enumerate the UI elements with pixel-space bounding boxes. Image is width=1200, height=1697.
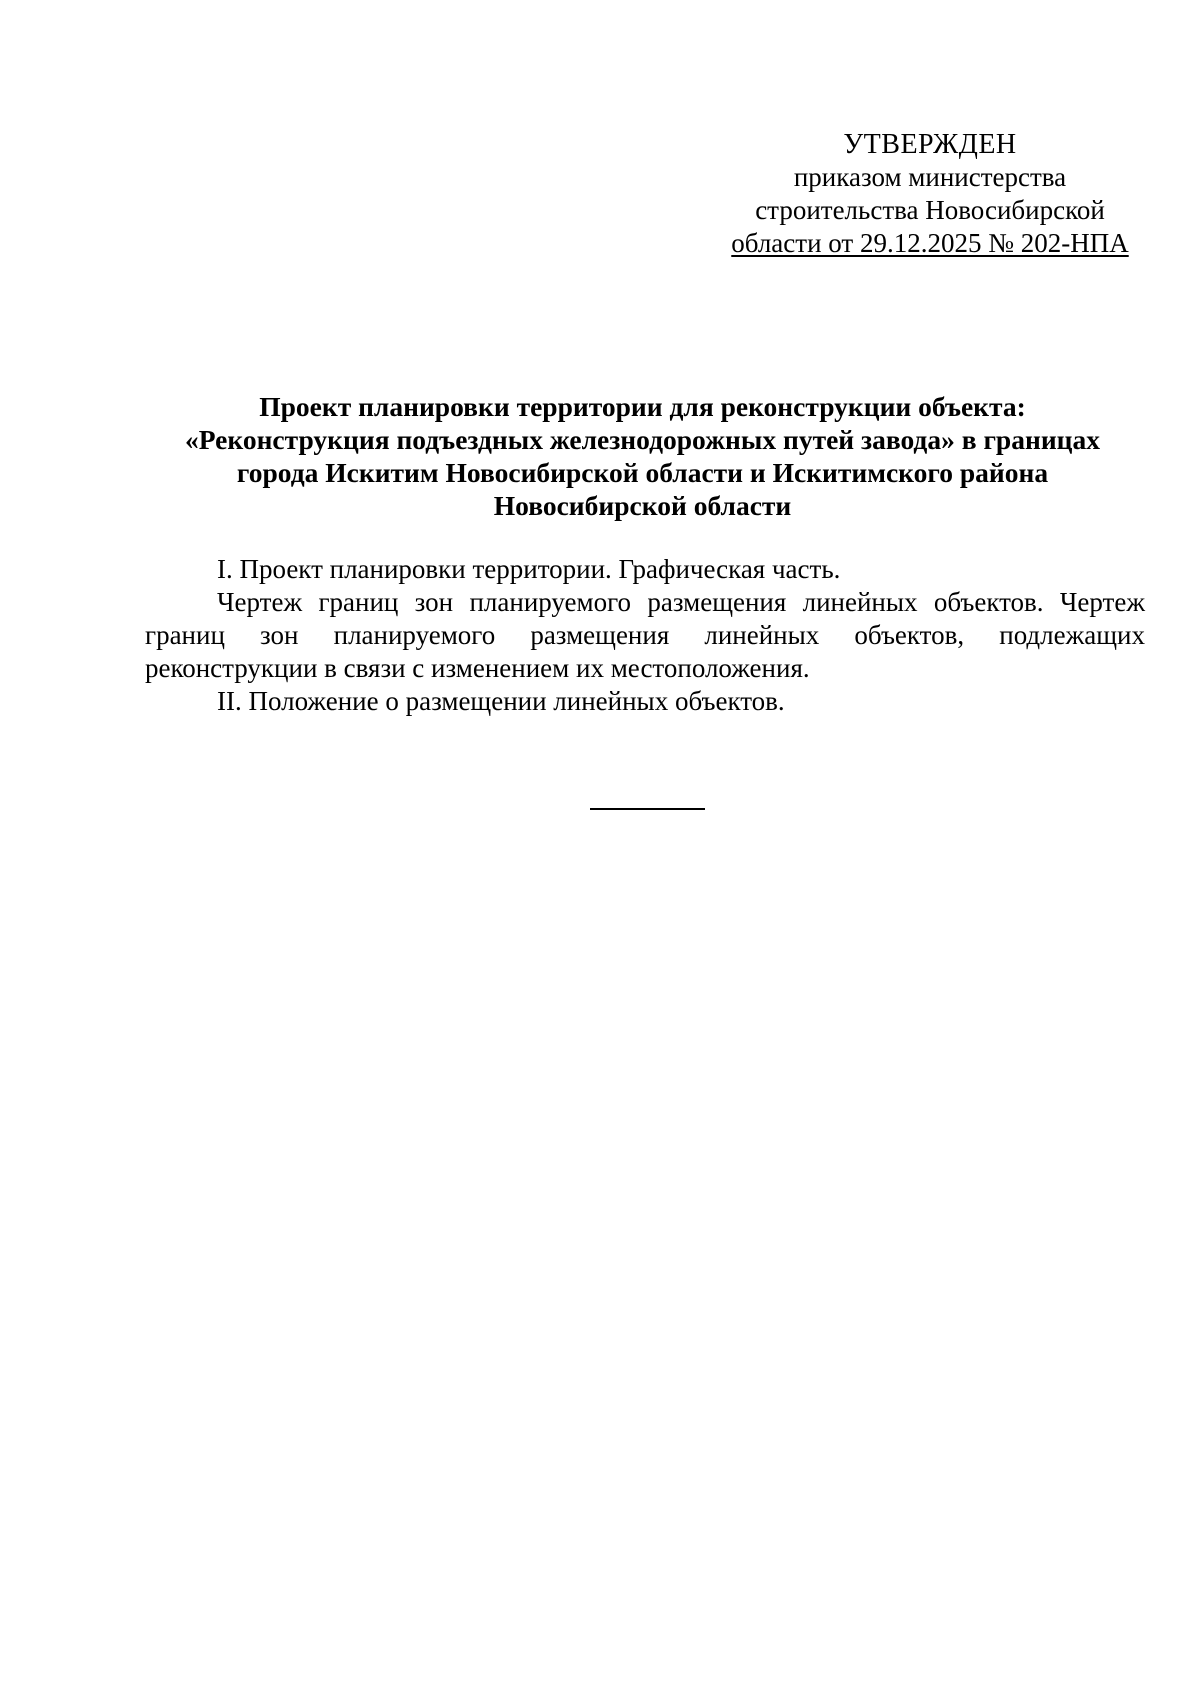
body-paragraph-1: I. Проект планировки территории. Графическая часть.: [217, 554, 841, 584]
body-paragraph-2: Чертеж границ зон планируемого размещения линейных объектов. Чертеж границ зон планируемого размещения линейных объектов, подлежащих реконструкции в связи с изменением их местоположения.: [145, 587, 1145, 683]
document-title-line-4: Новосибирской области: [493, 490, 792, 521]
document-title-line-1: Проект планировки территории для реконструкции объекта:: [259, 391, 1026, 422]
approval-line-2: строительства Новосибирской: [755, 195, 1105, 225]
approval-title: УТВЕРЖДЕН: [843, 129, 1017, 160]
document-title: [150, 390, 1135, 522]
end-separator-line: [590, 808, 705, 810]
document-body: [145, 553, 1145, 718]
approval-line-3: области от 29.12.2025 № 202-НПА: [731, 228, 1129, 258]
approval-stamp: [700, 128, 1160, 260]
document-title-line-2: «Реконструкция подъездных железнодорожных путей завода» в границах: [184, 424, 1101, 455]
body-paragraph-3: II. Положение о размещении линейных объектов.: [217, 686, 785, 716]
approval-line-1: приказом министерства: [793, 162, 1067, 192]
document-title-line-3: города Искитим Новосибирской области и Искитимского района: [236, 457, 1049, 488]
